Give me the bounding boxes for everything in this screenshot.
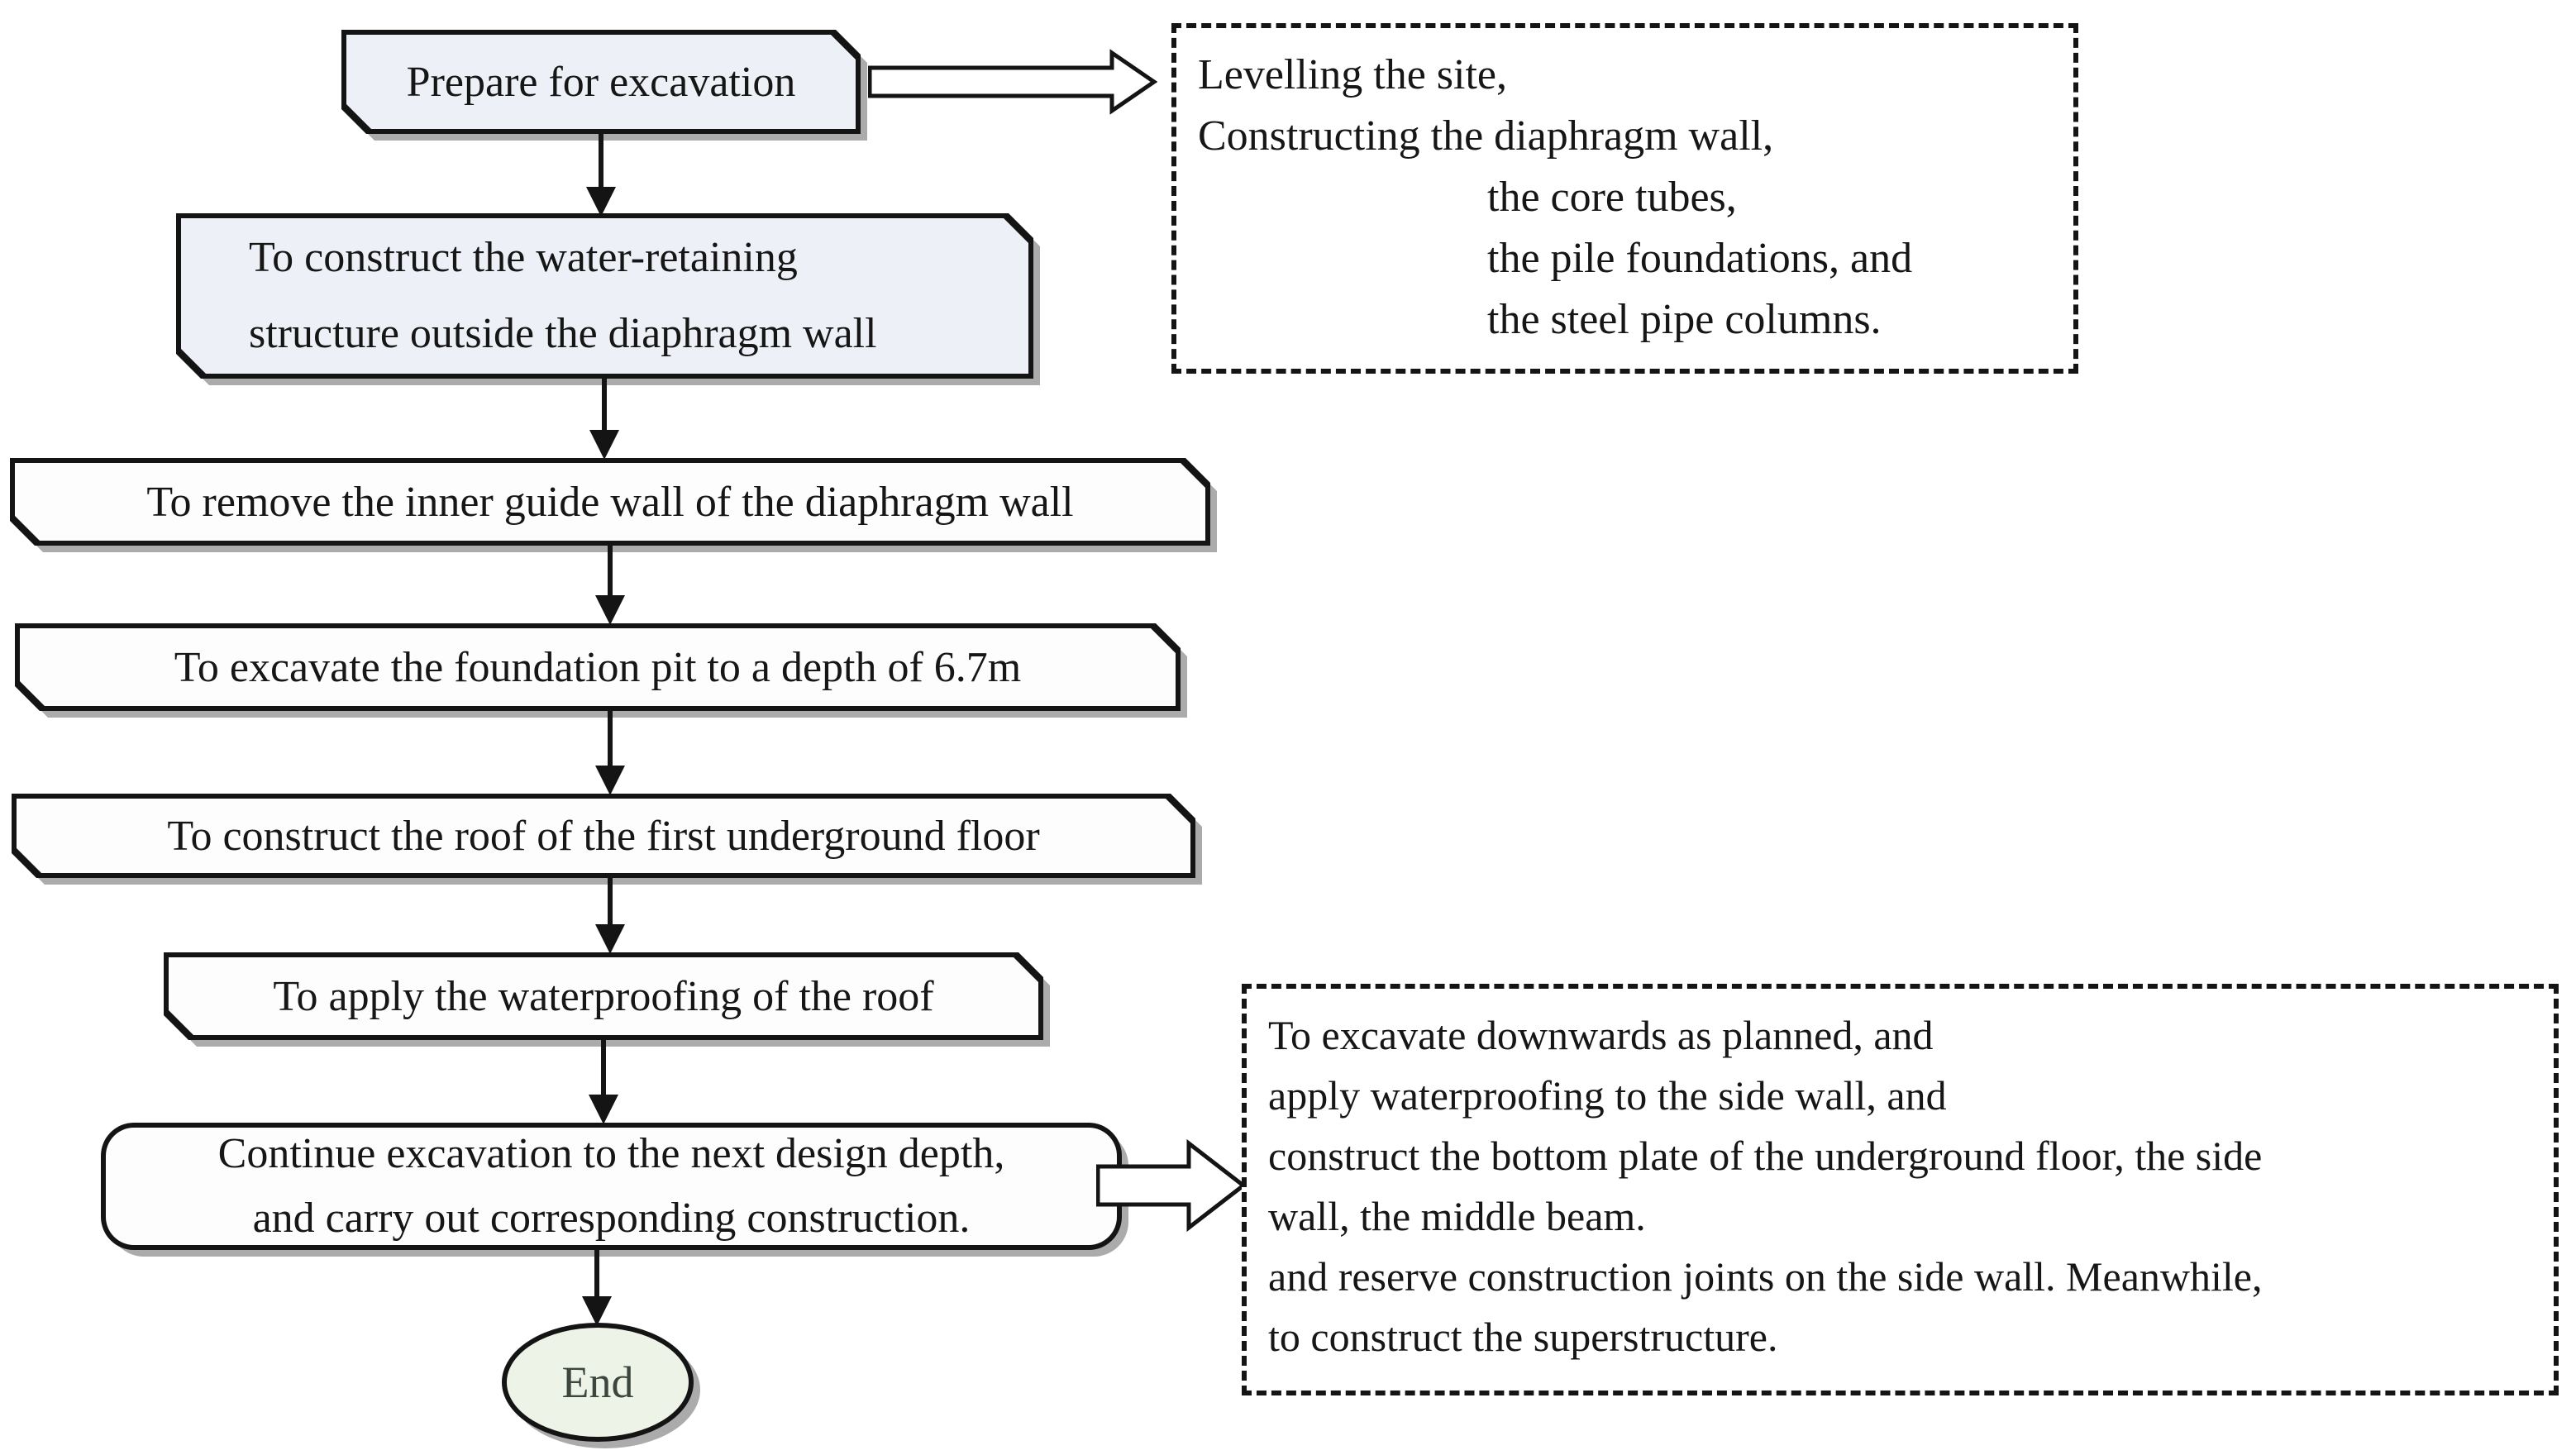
block-arrow-right-icon	[1096, 1139, 1247, 1232]
node-remove-inner-guide-wall	[10, 458, 1210, 546]
node-end	[502, 1323, 694, 1442]
annotation-line: apply waterproofing to the side wall, and	[1268, 1072, 1947, 1119]
node-label: To apply the waterproofing of the roof	[273, 972, 934, 1020]
node-label: End	[561, 1357, 634, 1407]
block-arrow-right-icon	[868, 48, 1157, 116]
node-label	[181, 218, 1028, 374]
annotation-line: the steel pipe columns.	[1487, 296, 1882, 343]
node-label	[106, 1128, 1117, 1245]
node-apply-roof-waterproofing	[164, 952, 1043, 1040]
node-label-line: To construct the water-retaining	[249, 234, 798, 281]
node-label-line: structure outside the diaphragm wall	[249, 310, 877, 357]
node-label: To excavate the foundation pit to a depth of 6.7m	[174, 643, 1022, 691]
arrow-head	[589, 1095, 618, 1124]
annotation-box-preparation-details	[1171, 23, 2078, 374]
annotation-line: the core tubes,	[1487, 174, 1737, 221]
node-label: To remove the inner guide wall of the diaphragm wall	[146, 478, 1074, 526]
flow-arrow-down-icon	[584, 132, 618, 217]
flow-arrow-down-icon	[580, 1248, 613, 1326]
node-label-line: and carry out corresponding construction.	[252, 1195, 971, 1242]
annotation-line: To excavate downwards as planned, and	[1268, 1012, 1934, 1058]
node-label-line: Continue excavation to the next design depth,	[217, 1130, 1005, 1177]
node-label: To construct the roof of the first underground floor	[167, 812, 1040, 860]
arrow-head	[589, 430, 619, 460]
flow-arrow-down-icon	[594, 709, 627, 795]
flow-arrow-down-icon	[594, 544, 627, 625]
arrow-stem	[608, 544, 613, 600]
arrow-head	[595, 595, 625, 625]
annotation-line: the pile foundations, and	[1487, 235, 1913, 282]
node-excavate-foundation-pit	[15, 623, 1181, 711]
annotation-box-excavation-cycle-details	[1242, 984, 2559, 1395]
node-prepare-for-excavation	[341, 30, 861, 134]
arrow-stem	[601, 1038, 606, 1100]
node-construct-water-retaining-structure	[176, 213, 1033, 379]
node-label: Prepare for excavation	[406, 58, 796, 106]
flow-arrow-down-icon	[594, 876, 627, 954]
flow-arrow-down-icon	[588, 377, 621, 460]
flow-arrow-down-icon	[587, 1038, 620, 1124]
annotation-line: construct the bottom plate of the underground floor, the side	[1268, 1133, 2263, 1179]
arrow-head	[595, 766, 625, 795]
arrow-stem	[602, 377, 607, 435]
arrow-stem	[608, 876, 613, 929]
annotation-line: and reserve construction joints on the side wall. Meanwhile,	[1268, 1253, 2263, 1300]
annotation-line: Constructing the diaphragm wall,	[1198, 112, 1774, 160]
arrow-head	[595, 924, 625, 954]
arrow-stem	[599, 132, 603, 192]
node-construct-roof-first-underground-floor	[12, 794, 1195, 878]
annotation-line: wall, the middle beam.	[1268, 1193, 1646, 1239]
arrow-head	[586, 187, 616, 217]
arrow-stem	[594, 1248, 599, 1301]
arrow-stem	[608, 709, 613, 770]
annotation-line: Levelling the site,	[1198, 51, 1508, 98]
annotation-line: to construct the superstructure.	[1268, 1314, 1778, 1360]
arrow-head	[582, 1296, 612, 1326]
node-continue-excavation	[101, 1123, 1122, 1250]
